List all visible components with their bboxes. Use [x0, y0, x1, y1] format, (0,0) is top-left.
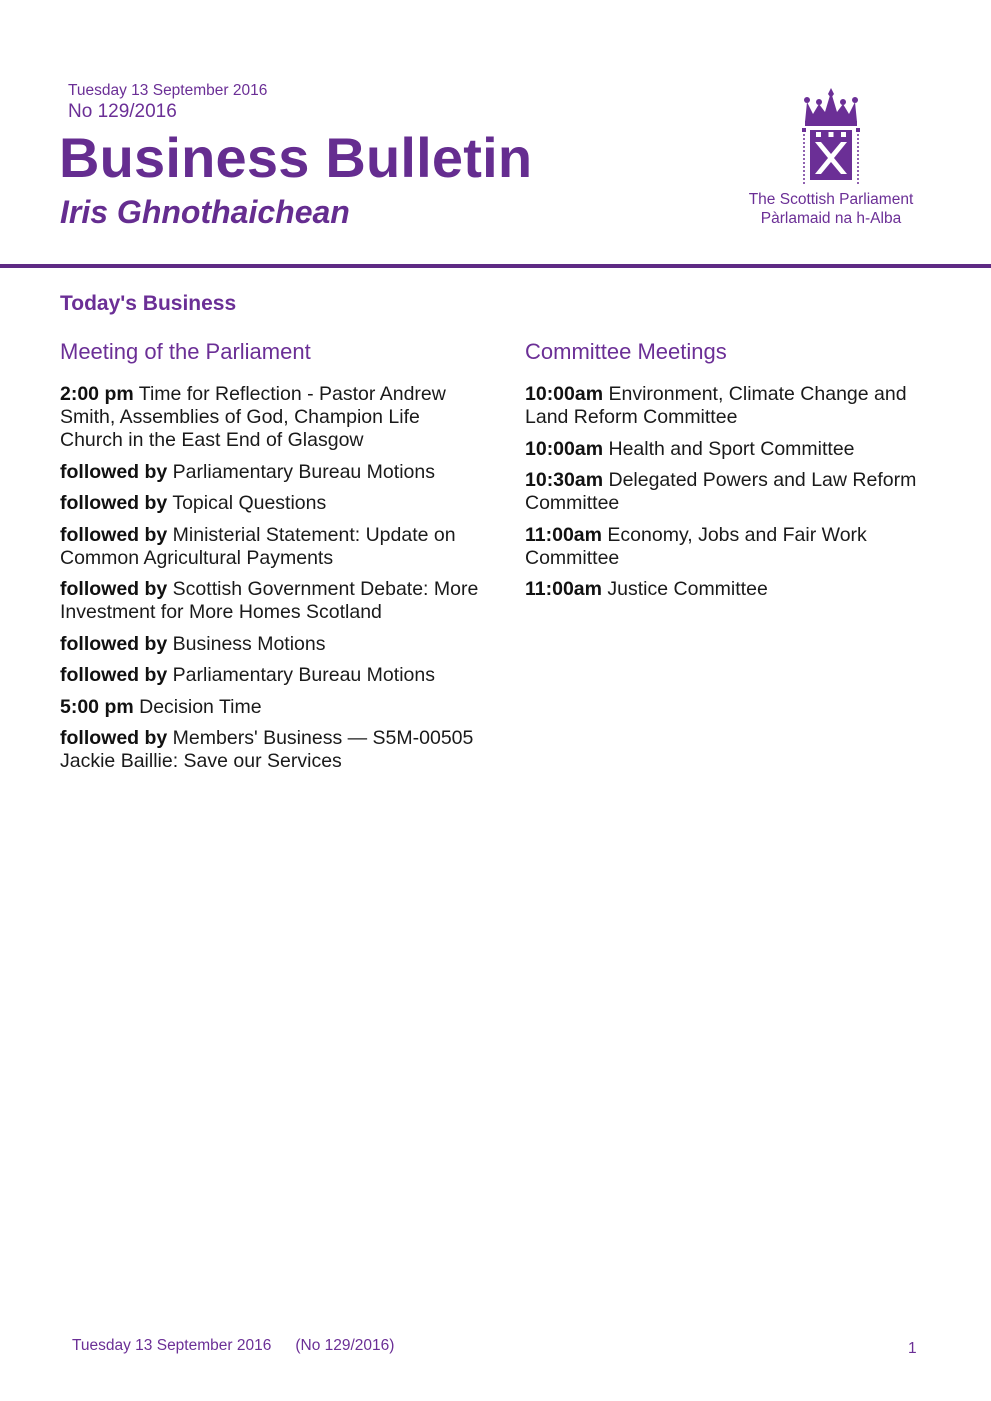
list-item: 5:00 pm Decision Time	[60, 695, 262, 718]
list-item: followed by Parliamentary Bureau Motions	[60, 460, 435, 483]
section-heading-todays-business: Today's Business	[60, 292, 237, 315]
list-item: followed by Parliamentary Bureau Motions	[60, 664, 435, 686]
footer-number: (No 129/2016)	[295, 1337, 395, 1354]
footer-date: Tuesday 13 September 2016	[72, 1337, 272, 1354]
header-date: Tuesday 13 September 2016	[68, 82, 268, 99]
list-item: 11:00am Justice Committee	[525, 578, 768, 600]
committee-meetings-column	[525, 338, 945, 610]
list-item: followed by Ministerial Statement: Update on Common Agricultural Payments	[60, 523, 456, 569]
page-subtitle: Iris Ghnothaichean	[60, 194, 350, 230]
page-title: Business Bulletin	[59, 126, 533, 189]
parliament-logo	[745, 88, 917, 228]
logo-text-english: The Scottish Parliament	[748, 191, 914, 208]
committees-heading: Committee Meetings	[525, 339, 727, 364]
scottish-parliament-crown-saltire-icon	[799, 88, 863, 188]
list-item: 2:00 pm Time for Reflection - Pastor Andrew Smith, Assemblies of God, Champion Life Church in the East End of Glasgow	[60, 383, 446, 451]
list-item: 10:30am Delegated Powers and Law Reform Committee	[525, 469, 917, 514]
page-number: 1	[908, 1340, 917, 1357]
list-item: followed by Business Motions	[60, 632, 326, 655]
bulletin-number: No 129/2016	[68, 101, 177, 122]
list-item: followed by Members' Business — S5M-00505 Jackie Baillie: Save our Services	[60, 727, 474, 772]
list-item: 11:00am Economy, Jobs and Fair Work Committee	[525, 523, 867, 569]
meeting-of-parliament-column	[60, 338, 480, 782]
list-item: 10:00am Environment, Climate Change and Land Reform Committee	[525, 383, 907, 428]
list-item: 10:00am Health and Sport Committee	[525, 437, 855, 460]
footer	[72, 1337, 394, 1355]
logo-text-gaelic: Pàrlamaid na h-Alba	[760, 210, 902, 227]
header-divider	[0, 264, 991, 268]
list-item: followed by Topical Questions	[60, 492, 327, 514]
list-item: followed by Scottish Government Debate: More Investment for More Homes Scotland	[60, 578, 479, 623]
meeting-heading: Meeting of the Parliament	[60, 339, 311, 364]
